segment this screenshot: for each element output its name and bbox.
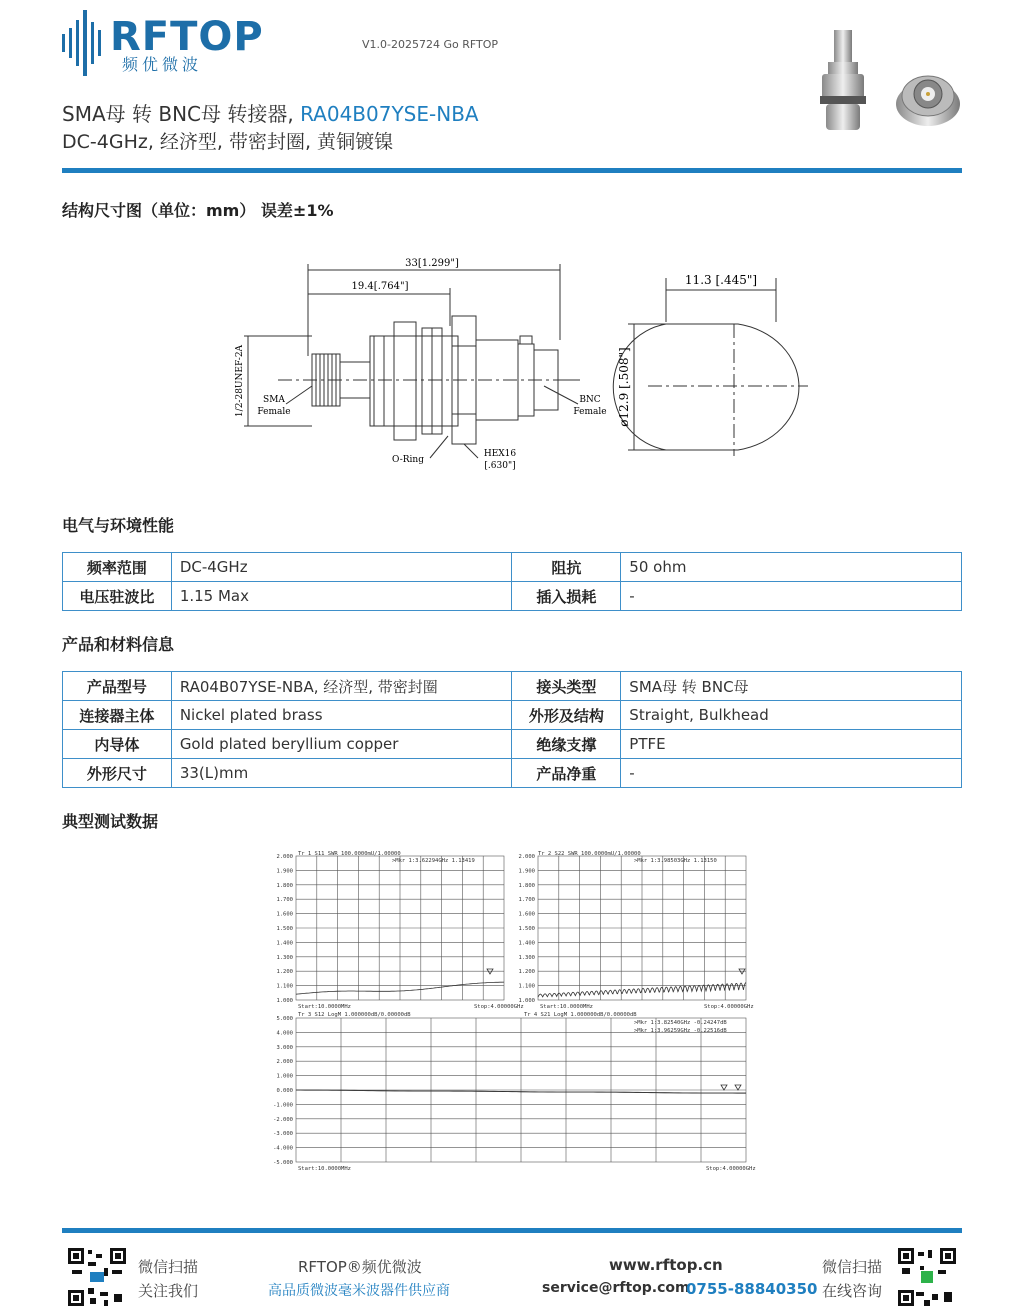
table-key: 外形尺寸 xyxy=(63,759,172,788)
plot-s11-tick-label: 1.300 xyxy=(276,954,293,961)
table-row xyxy=(63,582,962,611)
plot-s12-title: Tr 3 S12 LogM 1.000000dB/0.00000dB xyxy=(298,1012,411,1018)
dim-overall-label: 33[1.299"] xyxy=(405,258,459,269)
qr-code-icon xyxy=(898,1248,956,1306)
plot-s21-tick-label: 3.000 xyxy=(276,1044,293,1051)
table-row xyxy=(63,730,962,759)
plot-s11-tick-label: 1.200 xyxy=(276,969,293,976)
table-value: 1.15 Max xyxy=(171,582,512,611)
table-value: - xyxy=(621,759,962,788)
plot-s11-marker-icon xyxy=(487,969,493,974)
plot-s21-tick-label: 2.000 xyxy=(276,1059,293,1066)
plot-s21-tick-label: -2.000 xyxy=(273,1116,293,1123)
hex-sub-label: [.630"] xyxy=(484,461,516,471)
plot-s22-title: Tr 2 S22 SWR 100.0000mU/1.00000 xyxy=(538,851,641,857)
hex-label: HEX16 xyxy=(483,449,517,459)
plot-s12-marker-icon xyxy=(721,1085,727,1090)
table-key: 插入损耗 xyxy=(512,582,621,611)
table-key: 产品型号 xyxy=(63,672,172,701)
plot-s21-tick-label: -1.000 xyxy=(273,1102,293,1109)
section-title-drawing: 结构尺寸图（单位：mm） 误差±1% xyxy=(62,201,334,220)
table-value: - xyxy=(621,582,962,611)
plot-s22-tick-label: 1.800 xyxy=(518,882,535,889)
phone-number: 0755-88840350 xyxy=(686,1280,818,1298)
qr-code-icon xyxy=(68,1248,126,1306)
bnc-label: BNC xyxy=(579,395,601,405)
thread-label: 1/2-28UNEF-2A xyxy=(235,344,245,418)
plot-s22-tick-label: 1.400 xyxy=(518,940,535,947)
dimension-drawing xyxy=(208,236,816,486)
flat-dim-label: 11.3 [.445"] xyxy=(684,273,758,287)
table-key: 外形及结构 xyxy=(512,701,621,730)
follow-us-label: 关注我们 xyxy=(138,1282,199,1300)
plot-s22-marker: >Mkr 1:3.98503GHz 1.13150 xyxy=(634,858,717,864)
table-key: 接头类型 xyxy=(512,672,621,701)
plot-s11-marker: >Mkr 1:3.62294GHz 1.13419 xyxy=(392,858,475,864)
title-prefix: SMA母 转 BNC母 转接器, xyxy=(62,102,301,126)
plot-s22-tick-label: 1.000 xyxy=(518,998,535,1004)
table-value: 50 ohm xyxy=(621,553,962,582)
table-value: 33(L)mm xyxy=(171,759,512,788)
plot-s11-tick-label: 1.500 xyxy=(276,926,293,932)
plot-s22-tick-label: 1.300 xyxy=(518,954,535,961)
plot-s12-marker: >Mkr 1:3.82540GHz -0.24247dB xyxy=(634,1020,727,1026)
plot-s11-tick-label: 1.700 xyxy=(276,897,293,904)
table-value: PTFE xyxy=(621,730,962,759)
plot-s22-tick-label: 2.000 xyxy=(518,854,535,860)
plot-s11-stop: Stop:4.00000GHz xyxy=(474,1004,524,1010)
table-row xyxy=(63,553,962,582)
plot-s22-tick-label: 1.500 xyxy=(518,926,535,932)
online-consult-label: 在线咨询 xyxy=(822,1282,883,1300)
plot-s11-tick-label: 1.900 xyxy=(276,868,293,875)
plot-s11-tick-label: 2.000 xyxy=(276,854,293,860)
diameter-label: ø12.9 [.508"] xyxy=(617,347,631,427)
plot-s11-tick-label: 1.000 xyxy=(276,998,293,1004)
plot-s21-marker: >Mkr 1:3.96259GHz -0.22516dB xyxy=(634,1028,727,1034)
plot-s22-tick-label: 1.900 xyxy=(518,868,535,875)
table-value: DC-4GHz xyxy=(171,553,512,582)
table-value: Straight, Bulkhead xyxy=(621,701,962,730)
section-title-test: 典型测试数据 xyxy=(62,812,159,831)
table-key: 连接器主体 xyxy=(63,701,172,730)
slogan-label: 高品质微波毫米波器件供应商 xyxy=(268,1283,450,1299)
plot-s12-start: Start:10.0000MHz xyxy=(298,1166,351,1172)
plot-s21-marker-icon xyxy=(735,1085,741,1090)
plot-s12-stop: Stop:4.00000GHz xyxy=(706,1166,756,1172)
table-value: Nickel plated brass xyxy=(171,701,512,730)
table-key: 内导体 xyxy=(63,730,172,759)
table-value: SMA母 转 BNC母 xyxy=(621,672,962,701)
plot-s11-tick-label: 1.600 xyxy=(276,911,293,918)
plot-s11-tick-label: 1.400 xyxy=(276,940,293,947)
plot-s21-tick-label: 0.000 xyxy=(276,1088,293,1094)
plot-s22-tick-label: 1.100 xyxy=(518,983,535,990)
section-title-material: 产品和材料信息 xyxy=(62,635,175,654)
sma-label: SMA xyxy=(263,395,285,405)
website-link[interactable]: www.rftop.cn xyxy=(609,1256,723,1274)
logo-subtitle: 频优微波 xyxy=(122,55,203,74)
part-number: RA04B07YSE-NBA xyxy=(300,102,479,126)
table-key: 频率范围 xyxy=(63,553,172,582)
plot-s11-title: Tr 1 S11 SWR 100.0000mU/1.00000 xyxy=(298,851,401,857)
header-divider xyxy=(62,168,962,173)
product-title xyxy=(62,98,479,127)
material-table xyxy=(62,671,962,788)
table-key: 阻抗 xyxy=(512,553,621,582)
plot-s21-title: Tr 4 S21 LogM 1.000000dB/0.00000dB xyxy=(524,1012,637,1018)
table-value: Gold plated beryllium copper xyxy=(171,730,512,759)
table-value: RA04B07YSE-NBA, 经济型, 带密封圈 xyxy=(171,672,512,701)
plot-s21-tick-label: 1.000 xyxy=(276,1073,293,1080)
plot-s11-tick-label: 1.100 xyxy=(276,983,293,990)
plot-s11-start: Start:10.0000MHz xyxy=(298,1004,351,1010)
plot-s22-start: Start:10.0000MHz xyxy=(540,1004,593,1010)
plot-s11-tick-label: 1.800 xyxy=(276,882,293,889)
test-data-plots xyxy=(268,846,758,1178)
plot-s22-stop: Stop:4.00000GHz xyxy=(704,1004,754,1010)
sma-sub-label: Female xyxy=(257,407,291,417)
plot-s21-tick-label: -5.000 xyxy=(273,1160,293,1166)
logo-text: RFTOP xyxy=(110,14,264,60)
table-row xyxy=(63,672,962,701)
wechat-scan-label: 微信扫描 xyxy=(138,1258,199,1276)
footer-divider xyxy=(62,1228,962,1233)
plot-s22-marker-icon xyxy=(739,969,745,974)
product-photo xyxy=(806,26,966,138)
section-title-electrical: 电气与环境性能 xyxy=(62,516,175,535)
plot-s21-tick-label: 4.000 xyxy=(276,1030,293,1037)
table-key: 电压驻波比 xyxy=(63,582,172,611)
plot-s21-tick-label: -4.000 xyxy=(273,1145,293,1152)
plot-s22-tick-label: 1.700 xyxy=(518,897,535,904)
table-row xyxy=(63,701,962,730)
plot-s22-tick-label: 1.600 xyxy=(518,911,535,918)
bnc-sub-label: Female xyxy=(573,407,607,417)
plot-s21-tick-label: 5.000 xyxy=(276,1016,293,1022)
dim-sma-label: 19.4[.764"] xyxy=(351,281,409,292)
table-key: 绝缘支撑 xyxy=(512,730,621,759)
product-subtitle: DC-4GHz, 经济型, 带密封圈, 黄铜镀镍 xyxy=(62,131,394,153)
plot-s21-tick-label: -3.000 xyxy=(273,1131,293,1138)
table-key: 产品净重 xyxy=(512,759,621,788)
oring-label: O-Ring xyxy=(392,455,424,465)
brand-label: RFTOP®频优微波 xyxy=(298,1258,422,1276)
table-row xyxy=(63,759,962,788)
version-text: V1.0-2025724 Go RFTOP xyxy=(362,38,499,51)
email-link[interactable]: service@rftop.com xyxy=(542,1280,690,1296)
plot-s22-tick-label: 1.200 xyxy=(518,969,535,976)
electrical-table xyxy=(62,552,962,611)
wechat-scan-label-2: 微信扫描 xyxy=(822,1258,883,1276)
